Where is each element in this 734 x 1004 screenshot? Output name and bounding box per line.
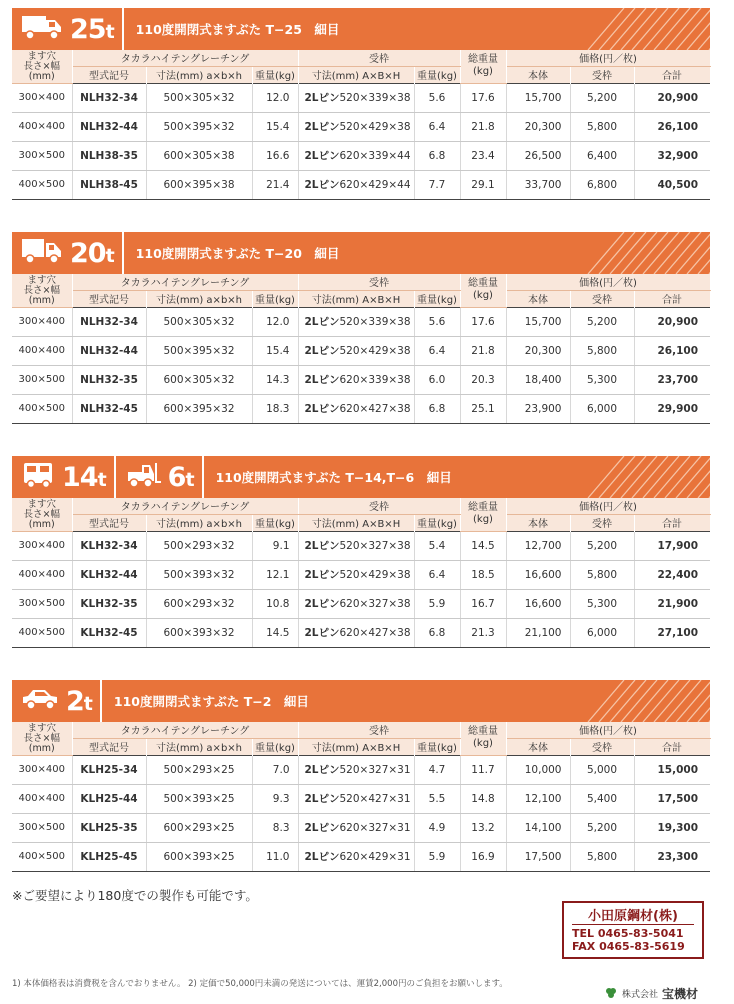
total-price-cell: 23,300 xyxy=(634,842,710,871)
grating-weight-cell: 7.0 xyxy=(252,755,298,784)
model-cell: NLH32-34 xyxy=(72,307,146,336)
total-weight-cell: 23.4 xyxy=(460,141,506,170)
model-cell: KLH25-45 xyxy=(72,842,146,871)
frame-price-header: 受枠 xyxy=(570,290,634,307)
frame-dims-cell: 2Lピン520×429×38 xyxy=(298,336,414,365)
frame-price-cell: 5,800 xyxy=(570,336,634,365)
load-rating: 20t xyxy=(70,237,114,269)
frame-dims-cell: 2Lピン620×339×38 xyxy=(298,365,414,394)
table-row xyxy=(12,394,710,423)
grating-weight-header: 重量(kg) xyxy=(252,514,298,531)
frame-dims-cell: 2Lピン520×429×38 xyxy=(298,560,414,589)
custom-note: ※ご要望により180度での製作も可能です。 xyxy=(12,888,258,903)
total-weight-cell: 17.6 xyxy=(460,83,506,112)
hole-size-cell: 300×500 xyxy=(12,141,72,170)
frame-weight-cell: 6.4 xyxy=(414,336,460,365)
hole-size-header: ます穴 長さ×幅 (mm) xyxy=(12,722,72,755)
frame-dims-cell: 2Lピン620×427×38 xyxy=(298,618,414,647)
frame-dims-cell: 2Lピン620×327×38 xyxy=(298,589,414,618)
brand-name: 宝機材 xyxy=(662,987,699,1001)
frame-price-header: 受枠 xyxy=(570,66,634,83)
load-rating: 25t xyxy=(70,13,114,45)
model-cell: NLH32-34 xyxy=(72,83,146,112)
model-cell: NLH38-35 xyxy=(72,141,146,170)
brand-prefix: 株式会社 xyxy=(622,990,659,1000)
model-cell: NLH32-35 xyxy=(72,365,146,394)
table-row xyxy=(12,336,710,365)
price-header: 価格(円／枚) xyxy=(506,722,710,738)
table-row xyxy=(12,307,710,336)
frame-header: 受枠 xyxy=(298,50,460,66)
total-weight-cell: 17.6 xyxy=(460,307,506,336)
table-row xyxy=(12,618,710,647)
grating-weight-cell: 8.3 xyxy=(252,813,298,842)
forklift-icon xyxy=(124,460,162,494)
price-header: 価格(円／枚) xyxy=(506,274,710,290)
grating-dims-cell: 600×293×25 xyxy=(146,813,252,842)
table-row xyxy=(12,112,710,141)
total-price-cell: 20,900 xyxy=(634,83,710,112)
model-cell: NLH38-45 xyxy=(72,170,146,199)
grating-weight-cell: 16.6 xyxy=(252,141,298,170)
grating-dims-header: 寸法(mm) a×b×h xyxy=(146,290,252,307)
spec-table xyxy=(12,498,711,648)
table-row xyxy=(12,170,710,199)
body-price-cell: 10,000 xyxy=(506,755,570,784)
frame-price-cell: 5,800 xyxy=(570,560,634,589)
grating-dims-cell: 500×395×32 xyxy=(146,112,252,141)
grating-dims-cell: 600×305×32 xyxy=(146,365,252,394)
load-rating: 6t xyxy=(167,461,194,493)
frame-dims-cell: 2Lピン620×339×44 xyxy=(298,141,414,170)
frame-weight-header: 重量(kg) xyxy=(414,514,460,531)
spec-table xyxy=(12,50,711,200)
grating-weight-cell: 14.5 xyxy=(252,618,298,647)
grating-weight-cell: 18.3 xyxy=(252,394,298,423)
frame-price-header: 受枠 xyxy=(570,514,634,531)
model-cell: KLH25-34 xyxy=(72,755,146,784)
total-price-cell: 15,000 xyxy=(634,755,710,784)
frame-weight-cell: 6.8 xyxy=(414,141,460,170)
body-price-cell: 14,100 xyxy=(506,813,570,842)
stripe-decoration xyxy=(580,8,710,50)
grating-dims-cell: 600×395×32 xyxy=(146,394,252,423)
hole-size-cell: 400×400 xyxy=(12,112,72,141)
model-cell: KLH25-44 xyxy=(72,784,146,813)
spec-table xyxy=(12,274,711,424)
load-rating: 14t xyxy=(62,461,106,493)
frame-dims-cell: 2Lピン520×327×31 xyxy=(298,755,414,784)
table-row xyxy=(12,560,710,589)
grating-dims-cell: 500×293×25 xyxy=(146,755,252,784)
stripe-decoration xyxy=(580,680,710,722)
frame-price-cell: 5,800 xyxy=(570,842,634,871)
hole-size-cell: 300×400 xyxy=(12,83,72,112)
frame-weight-cell: 5.6 xyxy=(414,83,460,112)
grating-weight-cell: 12.1 xyxy=(252,560,298,589)
body-price-cell: 23,900 xyxy=(506,394,570,423)
hole-size-cell: 300×500 xyxy=(12,813,72,842)
grating-weight-cell: 9.1 xyxy=(252,531,298,560)
load-badge xyxy=(116,456,204,498)
section-title: 110度開閉式ますぶた T−20 細目 xyxy=(135,246,340,261)
section-banner xyxy=(12,680,710,722)
hole-size-cell: 400×400 xyxy=(12,784,72,813)
body-price-cell: 16,600 xyxy=(506,560,570,589)
grating-weight-cell: 12.0 xyxy=(252,307,298,336)
section-title: 110度開閉式ますぶた T−14,T−6 細目 xyxy=(215,470,452,485)
total-weight-cell: 13.2 xyxy=(460,813,506,842)
price-header: 価格(円／枚) xyxy=(506,498,710,514)
hole-size-cell: 300×400 xyxy=(12,531,72,560)
frame-weight-cell: 6.0 xyxy=(414,365,460,394)
table-row xyxy=(12,365,710,394)
total-weight-cell: 21.8 xyxy=(460,112,506,141)
model-cell: NLH32-44 xyxy=(72,336,146,365)
frame-weight-cell: 5.9 xyxy=(414,842,460,871)
frame-weight-cell: 4.7 xyxy=(414,755,460,784)
grating-header: タカラハイテングレーチング xyxy=(72,50,298,66)
frame-weight-cell: 5.4 xyxy=(414,531,460,560)
table-row xyxy=(12,141,710,170)
frame-price-header: 受枠 xyxy=(570,738,634,755)
frame-weight-cell: 7.7 xyxy=(414,170,460,199)
total-price-cell: 20,900 xyxy=(634,307,710,336)
model-cell: KLH32-35 xyxy=(72,589,146,618)
table-row xyxy=(12,589,710,618)
table-row xyxy=(12,784,710,813)
frame-dims-cell: 2Lピン620×429×44 xyxy=(298,170,414,199)
grating-dims-cell: 500×305×32 xyxy=(146,307,252,336)
frame-dims-header: 寸法(mm) A×B×H xyxy=(298,514,414,531)
model-cell: KLH25-35 xyxy=(72,813,146,842)
total-price-cell: 22,400 xyxy=(634,560,710,589)
total-weight-header: 総重量 (kg) xyxy=(460,50,506,83)
total-price-cell: 17,900 xyxy=(634,531,710,560)
grating-weight-cell: 12.0 xyxy=(252,83,298,112)
hole-size-cell: 300×500 xyxy=(12,589,72,618)
frame-header: 受枠 xyxy=(298,498,460,514)
load-class-section xyxy=(12,8,710,200)
total-price-cell: 17,500 xyxy=(634,784,710,813)
body-price-cell: 15,700 xyxy=(506,307,570,336)
bus-icon xyxy=(20,460,56,494)
grating-weight-header: 重量(kg) xyxy=(252,738,298,755)
frame-price-cell: 6,400 xyxy=(570,141,634,170)
hole-size-cell: 400×500 xyxy=(12,170,72,199)
model-cell: NLH32-45 xyxy=(72,394,146,423)
grating-dims-cell: 600×305×38 xyxy=(146,141,252,170)
frame-price-cell: 5,200 xyxy=(570,83,634,112)
dealer-name: 小田原鋼材(株) xyxy=(572,905,694,925)
truck-icon xyxy=(20,236,64,270)
section-title: 110度開閉式ますぶた T−25 細目 xyxy=(135,22,340,37)
total-weight-cell: 20.3 xyxy=(460,365,506,394)
load-badge xyxy=(12,8,124,50)
frame-weight-cell: 5.9 xyxy=(414,589,460,618)
hole-size-cell: 400×500 xyxy=(12,842,72,871)
total-price-cell: 26,100 xyxy=(634,336,710,365)
total-weight-cell: 14.5 xyxy=(460,531,506,560)
total-price-cell: 29,900 xyxy=(634,394,710,423)
hole-size-cell: 300×400 xyxy=(12,307,72,336)
model-header: 型式記号 xyxy=(72,738,146,755)
section-banner xyxy=(12,8,710,50)
grating-weight-cell: 9.3 xyxy=(252,784,298,813)
body-price-header: 本体 xyxy=(506,290,570,307)
body-price-cell: 20,300 xyxy=(506,336,570,365)
frame-price-cell: 5,200 xyxy=(570,813,634,842)
grating-dims-cell: 500×395×32 xyxy=(146,336,252,365)
spec-table xyxy=(12,722,711,872)
model-cell: KLH32-44 xyxy=(72,560,146,589)
dealer-stamp xyxy=(562,901,704,959)
frame-weight-cell: 6.4 xyxy=(414,560,460,589)
hole-size-header: ます穴 長さ×幅 (mm) xyxy=(12,50,72,83)
section-title: 110度開閉式ますぶた T−2 細目 xyxy=(113,694,309,709)
grating-dims-cell: 600×393×25 xyxy=(146,842,252,871)
total-price-cell: 23,700 xyxy=(634,365,710,394)
frame-weight-cell: 4.9 xyxy=(414,813,460,842)
body-price-cell: 12,100 xyxy=(506,784,570,813)
total-weight-cell: 25.1 xyxy=(460,394,506,423)
load-rating: 2t xyxy=(66,685,92,717)
frame-weight-cell: 5.5 xyxy=(414,784,460,813)
grating-dims-cell: 500×293×32 xyxy=(146,531,252,560)
model-header: 型式記号 xyxy=(72,514,146,531)
hole-size-cell: 300×400 xyxy=(12,755,72,784)
section-banner xyxy=(12,232,710,274)
grating-header: タカラハイテングレーチング xyxy=(72,722,298,738)
total-price-header: 合計 xyxy=(634,738,710,755)
hole-size-cell: 400×400 xyxy=(12,336,72,365)
grating-weight-cell: 15.4 xyxy=(252,112,298,141)
table-row xyxy=(12,531,710,560)
total-price-cell: 21,900 xyxy=(634,589,710,618)
frame-dims-header: 寸法(mm) A×B×H xyxy=(298,66,414,83)
frame-price-cell: 5,000 xyxy=(570,755,634,784)
body-price-cell: 33,700 xyxy=(506,170,570,199)
frame-price-cell: 6,000 xyxy=(570,618,634,647)
hole-size-cell: 400×400 xyxy=(12,560,72,589)
total-price-header: 合計 xyxy=(634,514,710,531)
total-price-cell: 19,300 xyxy=(634,813,710,842)
total-weight-header: 総重量 (kg) xyxy=(460,498,506,531)
total-weight-cell: 14.8 xyxy=(460,784,506,813)
body-price-header: 本体 xyxy=(506,738,570,755)
grating-dims-cell: 500×393×32 xyxy=(146,560,252,589)
frame-dims-header: 寸法(mm) A×B×H xyxy=(298,738,414,755)
frame-weight-cell: 6.8 xyxy=(414,394,460,423)
stripe-decoration xyxy=(580,456,710,498)
model-header: 型式記号 xyxy=(72,66,146,83)
grating-dims-cell: 500×393×25 xyxy=(146,784,252,813)
total-weight-cell: 29.1 xyxy=(460,170,506,199)
frame-dims-header: 寸法(mm) A×B×H xyxy=(298,290,414,307)
car-icon xyxy=(20,684,60,718)
grating-weight-cell: 11.0 xyxy=(252,842,298,871)
hole-size-header: ます穴 長さ×幅 (mm) xyxy=(12,498,72,531)
section-banner xyxy=(12,456,710,498)
dump-truck-icon xyxy=(20,12,64,46)
frame-dims-cell: 2Lピン620×429×31 xyxy=(298,842,414,871)
model-header: 型式記号 xyxy=(72,290,146,307)
table-row xyxy=(12,83,710,112)
total-weight-cell: 16.9 xyxy=(460,842,506,871)
frame-price-cell: 5,300 xyxy=(570,365,634,394)
total-weight-cell: 16.7 xyxy=(460,589,506,618)
total-weight-cell: 21.8 xyxy=(460,336,506,365)
frame-price-cell: 5,800 xyxy=(570,112,634,141)
total-weight-header: 総重量 (kg) xyxy=(460,722,506,755)
hole-size-header: ます穴 長さ×幅 (mm) xyxy=(12,274,72,307)
body-price-cell: 18,400 xyxy=(506,365,570,394)
grating-dims-header: 寸法(mm) a×b×h xyxy=(146,66,252,83)
frame-dims-cell: 2Lピン620×327×31 xyxy=(298,813,414,842)
dealer-fax: FAX 0465-83-5619 xyxy=(572,940,685,953)
stripe-decoration xyxy=(580,232,710,274)
body-price-cell: 20,300 xyxy=(506,112,570,141)
grating-dims-header: 寸法(mm) a×b×h xyxy=(146,514,252,531)
frame-weight-cell: 6.8 xyxy=(414,618,460,647)
total-price-header: 合計 xyxy=(634,290,710,307)
model-cell: KLH32-45 xyxy=(72,618,146,647)
frame-dims-cell: 2Lピン620×427×38 xyxy=(298,394,414,423)
body-price-cell: 21,100 xyxy=(506,618,570,647)
load-badge xyxy=(12,456,116,498)
grating-weight-cell: 10.8 xyxy=(252,589,298,618)
total-weight-header: 総重量 (kg) xyxy=(460,274,506,307)
load-badge xyxy=(12,680,102,722)
table-row xyxy=(12,813,710,842)
load-class-section xyxy=(12,456,710,648)
model-cell: KLH32-34 xyxy=(72,531,146,560)
total-price-cell: 27,100 xyxy=(634,618,710,647)
total-weight-cell: 18.5 xyxy=(460,560,506,589)
clover-icon xyxy=(604,987,618,1001)
frame-header: 受枠 xyxy=(298,274,460,290)
total-price-cell: 32,900 xyxy=(634,141,710,170)
load-class-section xyxy=(12,232,710,424)
table-row xyxy=(12,842,710,871)
frame-price-cell: 6,800 xyxy=(570,170,634,199)
total-price-cell: 26,100 xyxy=(634,112,710,141)
grating-weight-cell: 15.4 xyxy=(252,336,298,365)
body-price-header: 本体 xyxy=(506,66,570,83)
load-class-section xyxy=(12,680,710,872)
grating-dims-cell: 600×293×32 xyxy=(146,589,252,618)
frame-weight-header: 重量(kg) xyxy=(414,738,460,755)
frame-dims-cell: 2Lピン520×427×31 xyxy=(298,784,414,813)
grating-header: タカラハイテングレーチング xyxy=(72,274,298,290)
body-price-cell: 16,600 xyxy=(506,589,570,618)
frame-price-cell: 5,200 xyxy=(570,531,634,560)
grating-dims-cell: 600×395×38 xyxy=(146,170,252,199)
frame-price-cell: 6,000 xyxy=(570,394,634,423)
frame-weight-header: 重量(kg) xyxy=(414,290,460,307)
grating-weight-cell: 14.3 xyxy=(252,365,298,394)
body-price-cell: 17,500 xyxy=(506,842,570,871)
frame-dims-cell: 2Lピン520×339×38 xyxy=(298,307,414,336)
grating-weight-header: 重量(kg) xyxy=(252,290,298,307)
total-weight-cell: 11.7 xyxy=(460,755,506,784)
grating-dims-header: 寸法(mm) a×b×h xyxy=(146,738,252,755)
frame-dims-cell: 2Lピン520×339×38 xyxy=(298,83,414,112)
price-header: 価格(円／枚) xyxy=(506,50,710,66)
grating-dims-cell: 600×393×32 xyxy=(146,618,252,647)
hole-size-cell: 400×500 xyxy=(12,394,72,423)
brand xyxy=(604,985,698,1002)
frame-price-cell: 5,200 xyxy=(570,307,634,336)
hole-size-cell: 300×500 xyxy=(12,365,72,394)
frame-price-cell: 5,300 xyxy=(570,589,634,618)
model-cell: NLH32-44 xyxy=(72,112,146,141)
frame-dims-cell: 2Lピン520×327×38 xyxy=(298,531,414,560)
frame-price-cell: 5,400 xyxy=(570,784,634,813)
body-price-cell: 26,500 xyxy=(506,141,570,170)
frame-weight-cell: 6.4 xyxy=(414,112,460,141)
frame-weight-cell: 5.6 xyxy=(414,307,460,336)
body-price-cell: 12,700 xyxy=(506,531,570,560)
total-weight-cell: 21.3 xyxy=(460,618,506,647)
footer-note: 1) 本体価格表は消費税を含んでおりません。 2) 定価で50,000円未満の発送については、運賃2,000円のご負担をお願いします。 xyxy=(12,979,508,989)
frame-weight-header: 重量(kg) xyxy=(414,66,460,83)
grating-weight-cell: 21.4 xyxy=(252,170,298,199)
total-price-header: 合計 xyxy=(634,66,710,83)
grating-weight-header: 重量(kg) xyxy=(252,66,298,83)
hole-size-cell: 400×500 xyxy=(12,618,72,647)
frame-header: 受枠 xyxy=(298,722,460,738)
load-badge xyxy=(12,232,124,274)
frame-dims-cell: 2Lピン520×429×38 xyxy=(298,112,414,141)
body-price-cell: 15,700 xyxy=(506,83,570,112)
grating-header: タカラハイテングレーチング xyxy=(72,498,298,514)
total-price-cell: 40,500 xyxy=(634,170,710,199)
body-price-header: 本体 xyxy=(506,514,570,531)
table-row xyxy=(12,755,710,784)
dealer-tel: TEL 0465-83-5041 xyxy=(572,927,684,940)
grating-dims-cell: 500×305×32 xyxy=(146,83,252,112)
